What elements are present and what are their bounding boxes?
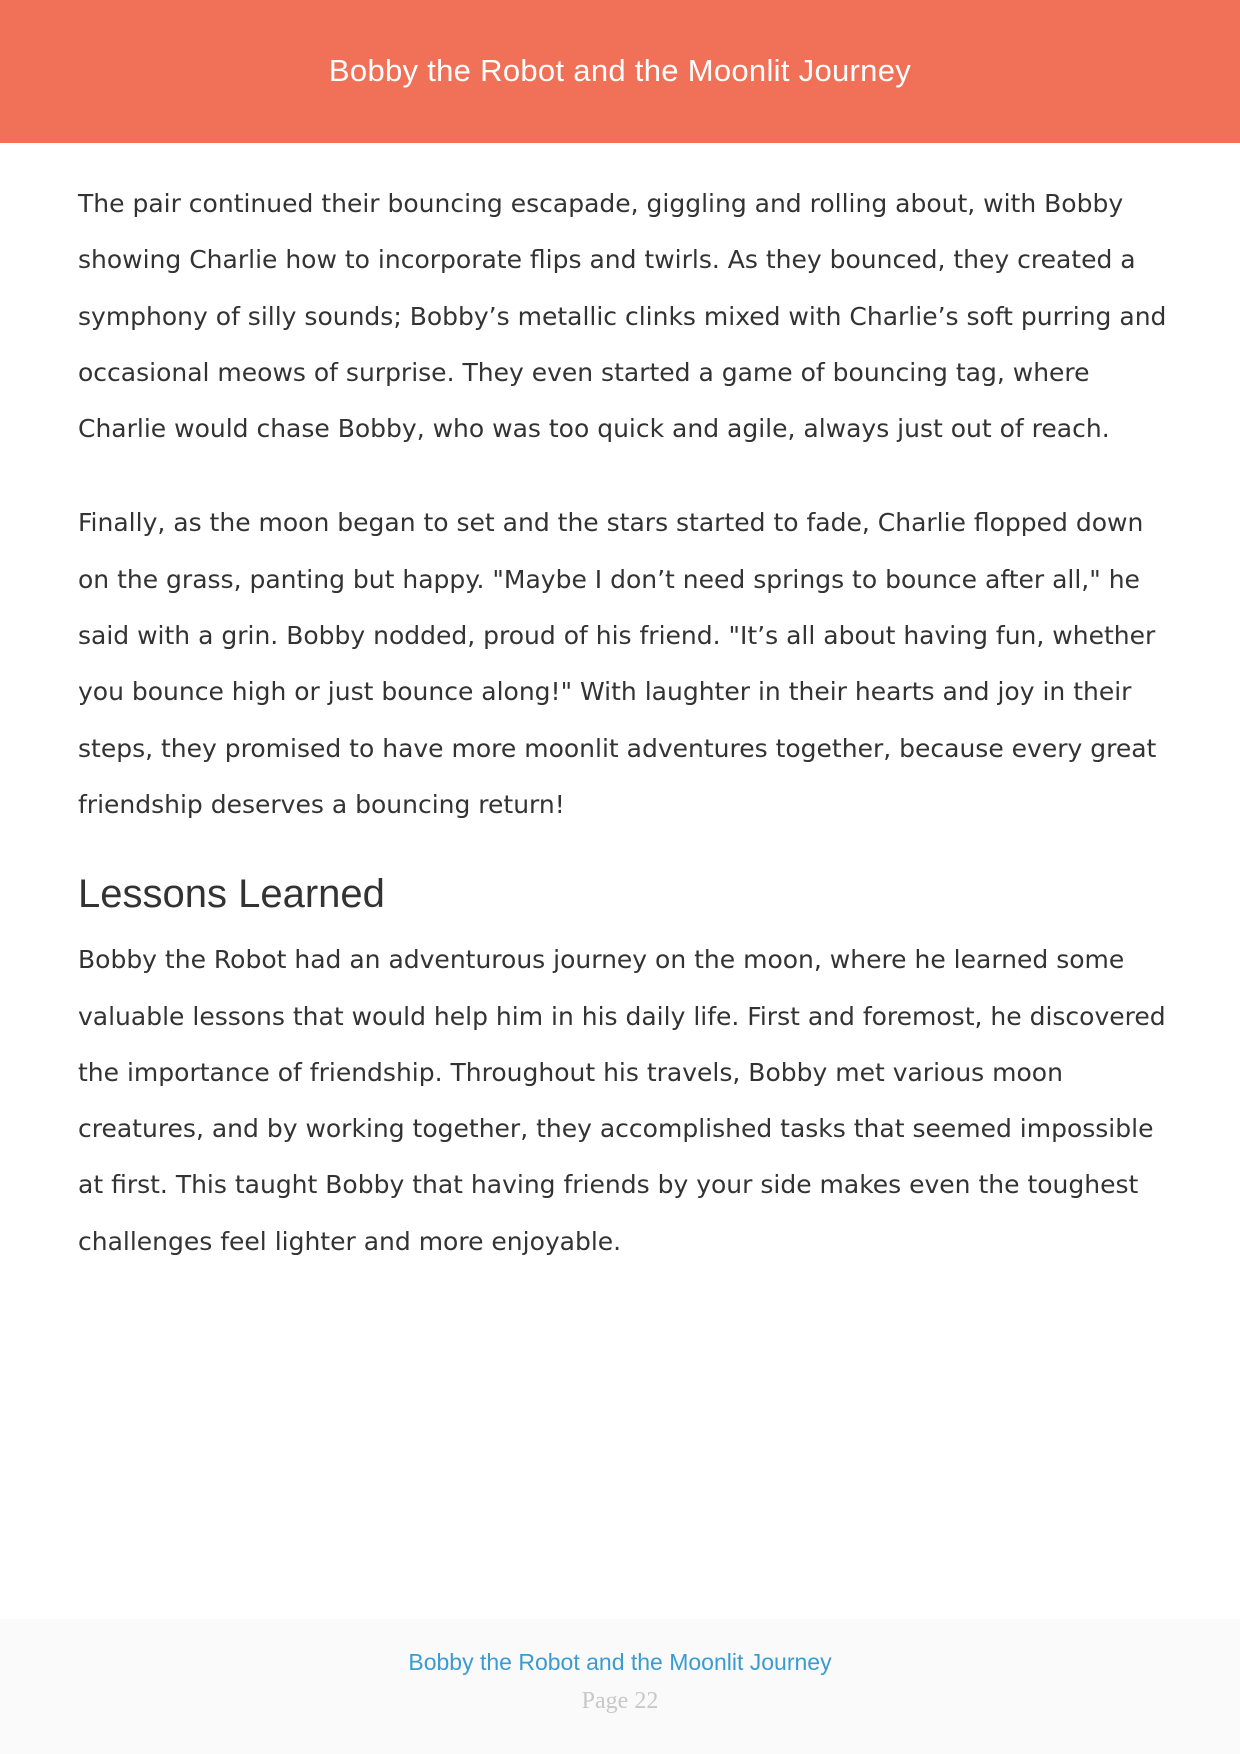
footer-title: Bobby the Robot and the Moonlit Journey — [408, 1649, 832, 1675]
page-header — [0, 0, 1240, 143]
paragraph-lessons: Bobby the Robot had an adventurous journey on the moon, where he learned some valuable lessons that would help him in his daily life. First and foremost, he discovered the importance of friendship. Throughout his travels, Bobby met various moon creatures, and by working together, they accomplished tasks that seemed impossible at first. This taught Bobby that having friends by your side makes even the toughest challenges feel lighter and more enjoyable. — [78, 945, 1166, 1256]
paragraph-bouncing-escapade: The pair continued their bouncing escapade, giggling and rolling about, with Bobby showing Charlie how to incorporate flips and twirls. As they bounced, they created a symphony of silly sounds; Bobby’s metallic clinks mixed with Charlie’s soft purring and occasional meows of surprise. They even started a game of bouncing tag, where Charlie would chase Bobby, who was too quick and agile, always just out of reach. — [78, 189, 1167, 444]
header-title: Bobby the Robot and the Moonlit Journey — [328, 52, 912, 88]
page-number: Page 22 — [581, 1688, 659, 1714]
page-footer — [0, 1619, 1240, 1754]
paragraph-moon-set: Finally, as the moon began to set and the stars started to fade, Charlie flopped down on the grass, panting but happy. "Maybe I don’t need springs to bounce after all," he said with a grin. Bobby nodded, proud of his friend. "It’s all about having fun, whether you bounce high or just bounce along!" With laughter in their hearts and joy in their steps, they promised to have more moonlit adventures together, because every great friendship deserves a bouncing return! — [78, 508, 1157, 819]
page-content — [78, 176, 1168, 1270]
section-heading-lessons-learned: Lessons Learned — [78, 872, 385, 917]
